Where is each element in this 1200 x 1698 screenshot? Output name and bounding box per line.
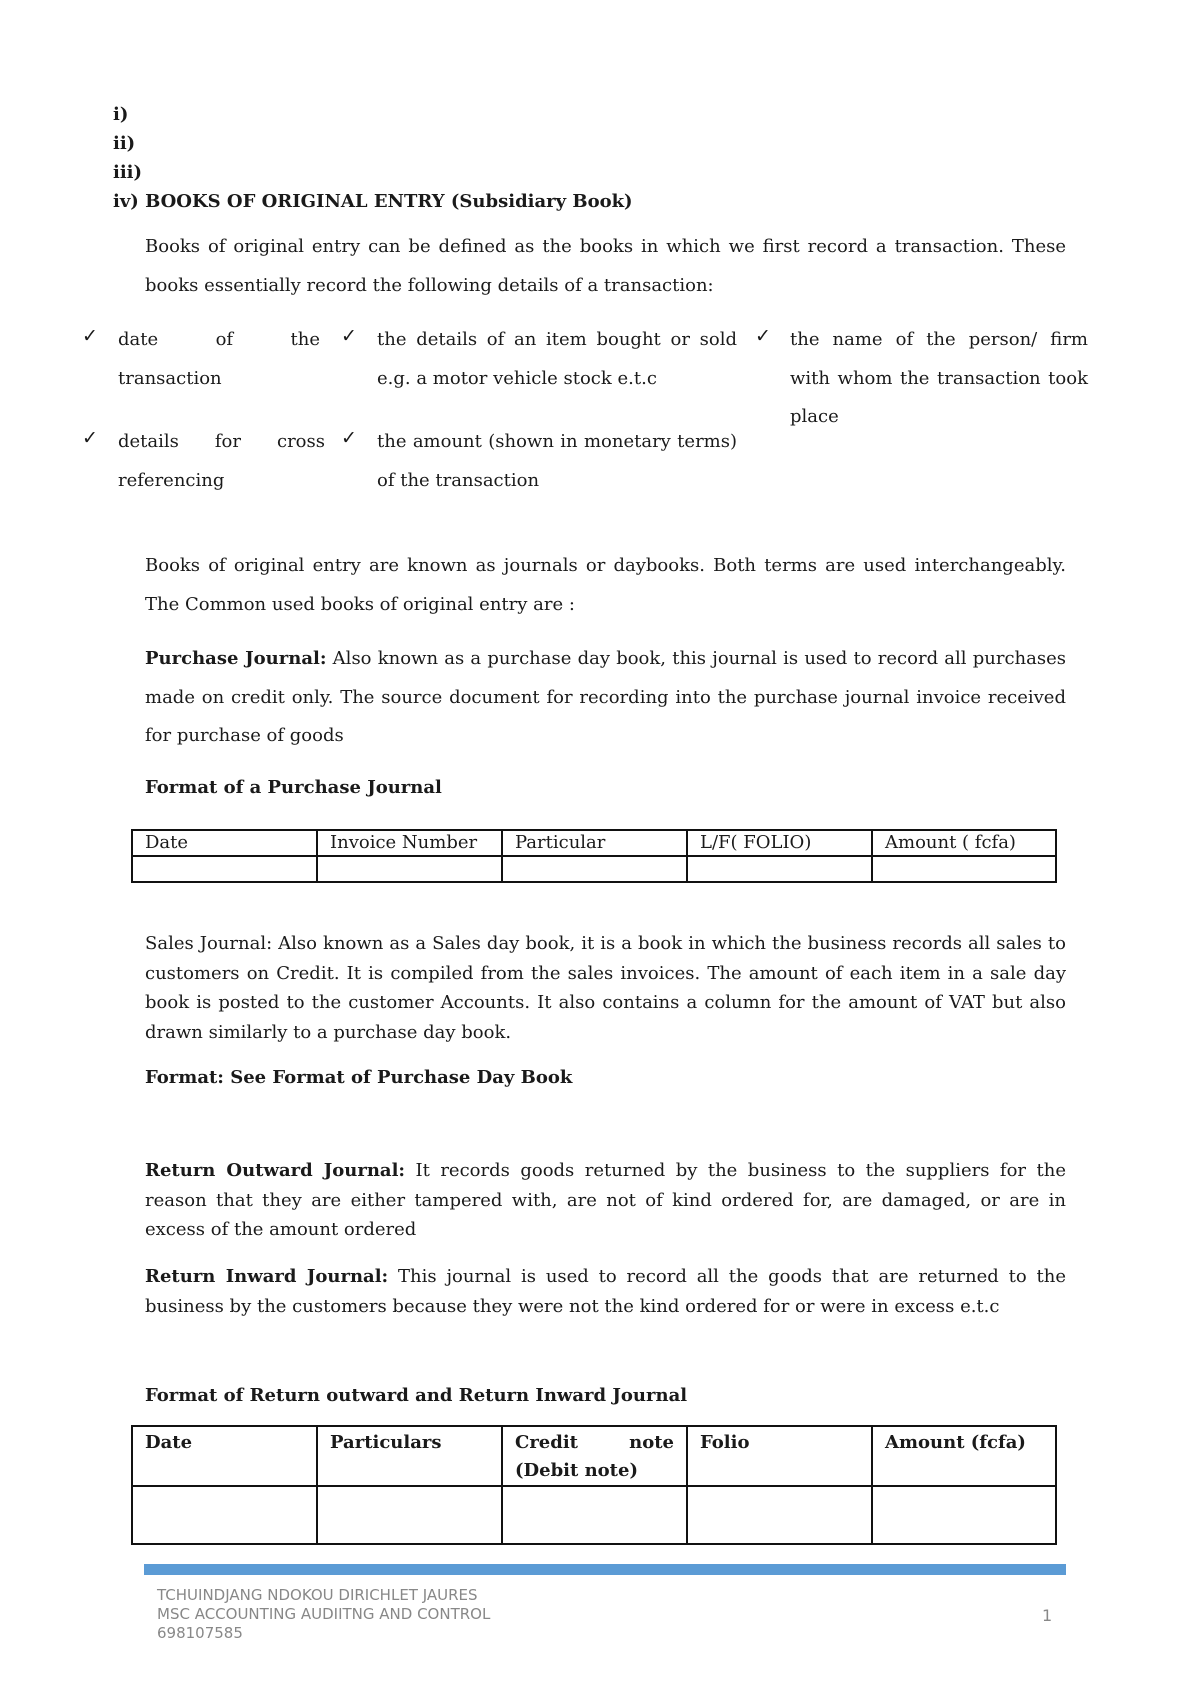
- table-header-cell: Credit note (Debit note): [502, 1426, 687, 1486]
- table-header-cell: Particulars: [317, 1426, 502, 1486]
- table-row: [132, 1486, 1056, 1544]
- sales-journal-paragraph: Sales Journal: Also known as a Sales day book, it is a book in which the business records all sales to customers on Credit. It is compiled from the sales invoices. The amount of each item in a sale day book is posted to the customer Accounts. It also contains a column for the amount of VAT but also drawn similarly to a purchase day book.: [145, 933, 1066, 1043]
- numbering-ii: ii): [113, 133, 136, 154]
- bullet-item: date of the transaction: [118, 329, 320, 389]
- purchase-journal-table: [131, 829, 1057, 883]
- footer-author: TCHUINDJANG NDOKOU DIRICHLET JAURES: [157, 1586, 478, 1604]
- table-header-row: [132, 1426, 1056, 1486]
- sales-format-note: Format: See Format of Purchase Day Book: [145, 1067, 573, 1088]
- table-cell: [687, 856, 872, 882]
- table-cell: [687, 1486, 872, 1544]
- numbering-iii: iii): [113, 162, 143, 183]
- return-inward-label: Return Inward Journal:: [145, 1266, 389, 1287]
- footer-program: MSC ACCOUNTING AUDIITNG AND CONTROL: [157, 1605, 491, 1623]
- page-number: 1: [1042, 1606, 1053, 1625]
- table-header-cell: Amount (fcfa): [872, 1426, 1056, 1486]
- table-header-cell: Date: [132, 830, 317, 856]
- check-icon: ✓: [341, 427, 357, 449]
- check-icon: ✓: [341, 325, 357, 347]
- return-outward-paragraph: [145, 1156, 1066, 1245]
- numbering-i: i): [113, 104, 129, 125]
- return-inward-text: This journal is used to record all the goods that are returned to the business by the customers because they were not the kind ordered for or were in excess e.t.c: [145, 1266, 1066, 1317]
- bullet-item: the amount (shown in monetary terms) of the transaction: [377, 431, 737, 491]
- check-icon: ✓: [755, 325, 771, 347]
- table-cell: [132, 856, 317, 882]
- bullet-item: the details of an item bought or sold e.g. a motor vehicle stock e.t.c: [377, 329, 737, 389]
- table-cell: [317, 856, 502, 882]
- table-header-cell: Invoice Number: [317, 830, 502, 856]
- table-header-cell: Amount ( fcfa): [872, 830, 1056, 856]
- bullet-item: the name of the person/ firm with whom the transaction took place: [790, 329, 1088, 427]
- return-outward-text: It records goods returned by the business to the suppliers for the reason that they are either tampered with, are not of kind ordered for, are damaged, or are in excess of the amount ordered: [145, 1160, 1066, 1240]
- table-cell: [502, 1486, 687, 1544]
- section-heading: iv) BOOKS OF ORIGINAL ENTRY (Subsidiary Book): [113, 191, 633, 212]
- bullet-item: details for cross referencing: [118, 431, 325, 491]
- return-outward-label: Return Outward Journal:: [145, 1160, 406, 1181]
- return-format-title: Format of Return outward and Return Inward Journal: [145, 1385, 688, 1406]
- table-cell: [872, 856, 1056, 882]
- footer-phone: 698107585: [157, 1624, 243, 1642]
- check-icon: ✓: [82, 427, 98, 449]
- journals-intro-paragraph: Books of original entry are known as journals or daybooks. Both terms are used interchangeably. The Common used books of original entry are :: [145, 555, 1066, 615]
- table-cell: [317, 1486, 502, 1544]
- return-journal-table: [131, 1425, 1057, 1545]
- table-header-row: [132, 830, 1056, 856]
- intro-paragraph: Books of original entry can be defined as the books in which we first record a transaction. These books essentially record the following details of a transaction:: [145, 236, 1066, 296]
- table-cell: [502, 856, 687, 882]
- check-icon: ✓: [82, 325, 98, 347]
- footer-divider: [144, 1564, 1066, 1575]
- table-header-cell: Folio: [687, 1426, 872, 1486]
- table-cell: [132, 1486, 317, 1544]
- purchase-journal-label: Purchase Journal:: [145, 648, 327, 669]
- table-header-cell: L/F( FOLIO): [687, 830, 872, 856]
- footer: [157, 1586, 490, 1643]
- table-header-cell: Particular: [502, 830, 687, 856]
- table-row: [132, 856, 1056, 882]
- table-cell: [872, 1486, 1056, 1544]
- purchase-format-title: Format of a Purchase Journal: [145, 777, 442, 798]
- purchase-journal-text: Also known as a purchase day book, this journal is used to record all purchases made on credit only. The source document for recording into the purchase journal invoice received for purchase of goods: [145, 648, 1067, 746]
- purchase-journal-paragraph: [145, 640, 1066, 756]
- return-inward-paragraph: [145, 1262, 1066, 1321]
- table-header-cell: Date: [132, 1426, 317, 1486]
